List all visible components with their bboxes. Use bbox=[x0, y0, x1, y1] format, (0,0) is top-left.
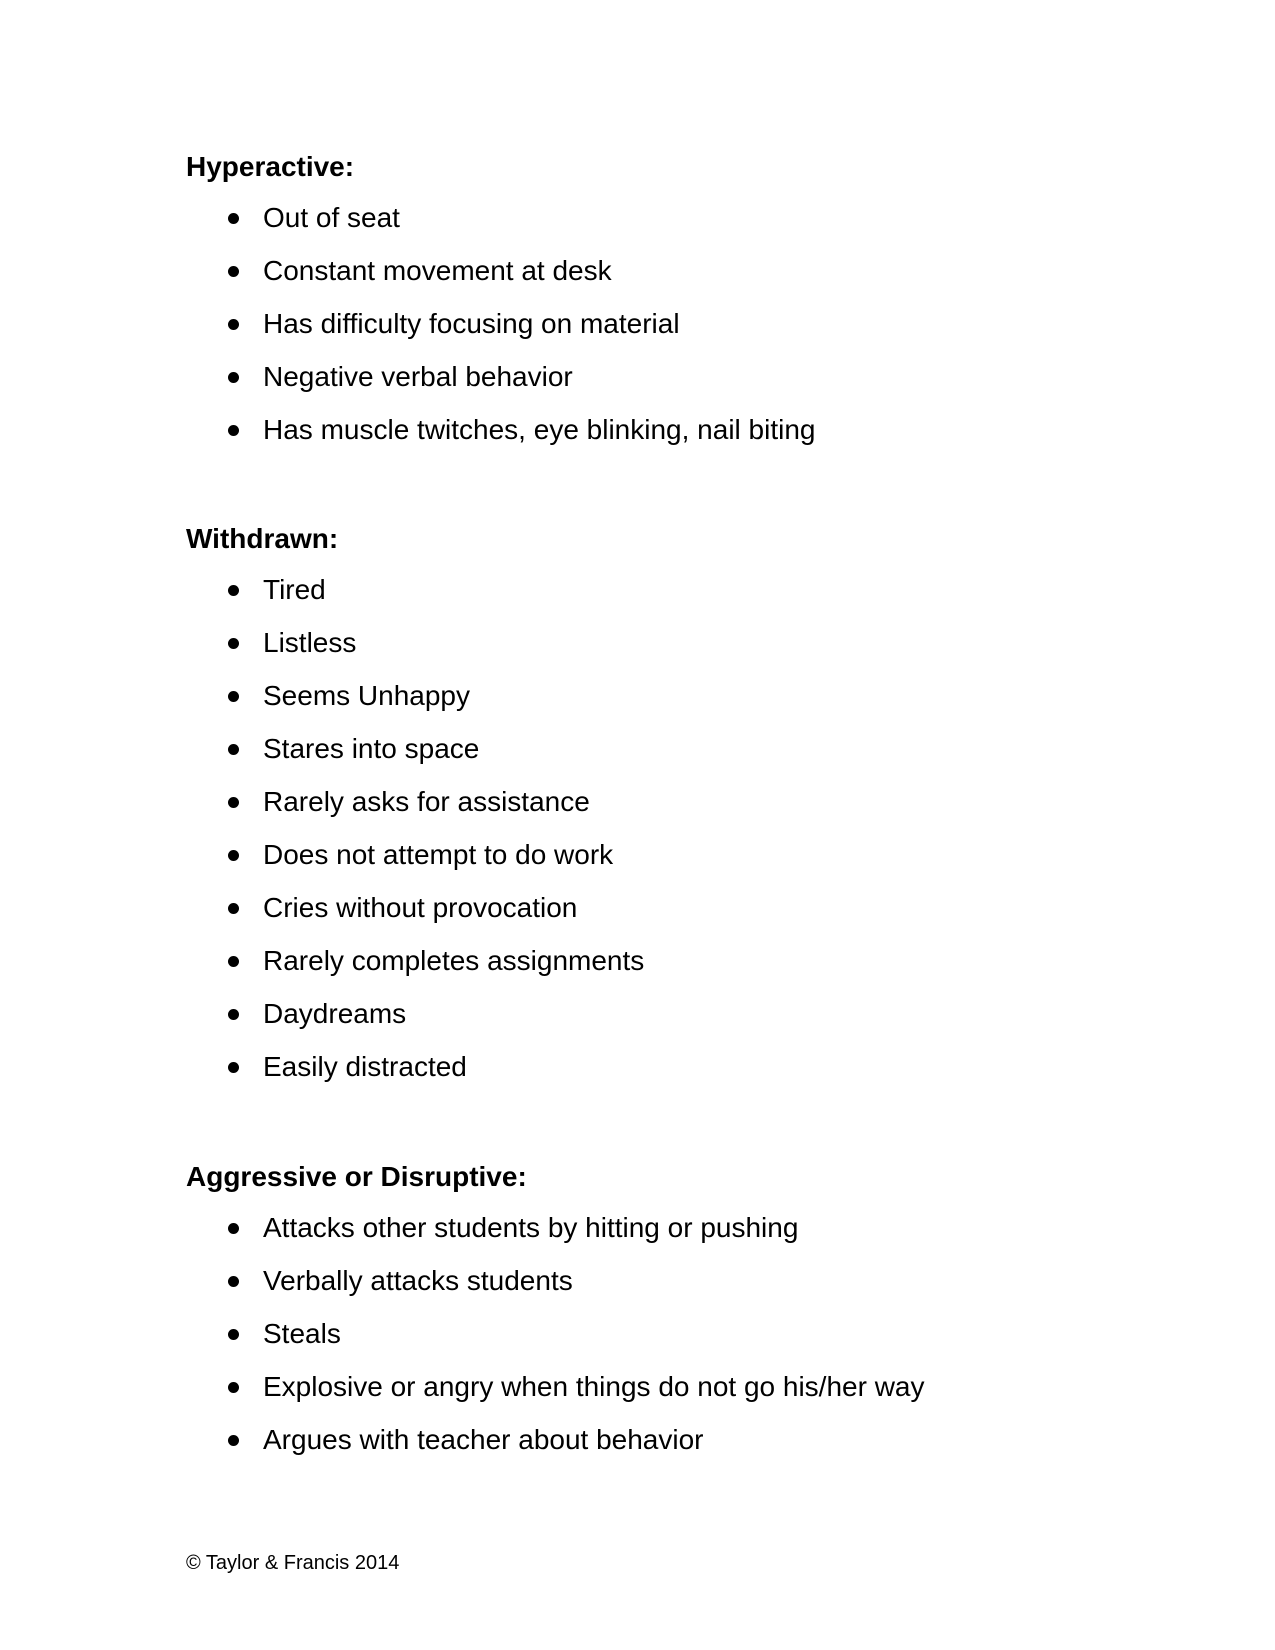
section-aggressive bbox=[186, 1160, 1086, 1466]
bullet-icon bbox=[228, 585, 239, 596]
bullet-icon bbox=[228, 1382, 239, 1393]
list-item bbox=[186, 616, 1086, 669]
list-item-text: Out of seat bbox=[263, 201, 400, 233]
list-item bbox=[186, 191, 1086, 244]
list-item bbox=[186, 563, 1086, 616]
list-item-text: Constant movement at desk bbox=[263, 254, 612, 286]
list-item-text: Attacks other students by hitting or pushing bbox=[263, 1211, 799, 1243]
list-item bbox=[186, 1201, 1086, 1254]
bullet-icon bbox=[228, 797, 239, 808]
copyright-footer: © Taylor & Francis 2014 bbox=[186, 1552, 400, 1574]
list-item bbox=[186, 881, 1086, 934]
list-item bbox=[186, 669, 1086, 722]
list-item-text: Argues with teacher about behavior bbox=[263, 1423, 704, 1455]
bullet-icon bbox=[228, 372, 239, 383]
bullet-icon bbox=[228, 956, 239, 967]
list-item-text: Has muscle twitches, eye blinking, nail biting bbox=[263, 413, 816, 445]
bullet-icon bbox=[228, 691, 239, 702]
bullet-list bbox=[186, 1201, 1086, 1466]
list-item bbox=[186, 828, 1086, 881]
list-item-text: Verbally attacks students bbox=[263, 1264, 573, 1296]
bullet-list bbox=[186, 191, 1086, 456]
list-item bbox=[186, 403, 1086, 456]
list-item bbox=[186, 297, 1086, 350]
bullet-icon bbox=[228, 213, 239, 224]
list-item bbox=[186, 1413, 1086, 1466]
list-item-text: Negative verbal behavior bbox=[263, 360, 573, 392]
bullet-icon bbox=[228, 1009, 239, 1020]
bullet-icon bbox=[228, 266, 239, 277]
list-item bbox=[186, 244, 1086, 297]
bullet-icon bbox=[228, 1329, 239, 1340]
bullet-list bbox=[186, 563, 1086, 1093]
list-item-text: Easily distracted bbox=[263, 1050, 467, 1082]
list-item bbox=[186, 1307, 1086, 1360]
bullet-icon bbox=[228, 319, 239, 330]
bullet-icon bbox=[228, 425, 239, 436]
list-item bbox=[186, 350, 1086, 403]
list-item-text: Rarely completes assignments bbox=[263, 944, 645, 976]
bullet-icon bbox=[228, 744, 239, 755]
list-item bbox=[186, 1254, 1086, 1307]
list-item bbox=[186, 1360, 1086, 1413]
bullet-icon bbox=[228, 638, 239, 649]
list-item-text: Steals bbox=[263, 1317, 341, 1349]
list-item-text: Stares into space bbox=[263, 732, 480, 764]
list-item-text: Rarely asks for assistance bbox=[263, 785, 590, 817]
bullet-icon bbox=[228, 1276, 239, 1287]
list-item-text: Daydreams bbox=[263, 997, 407, 1029]
list-item bbox=[186, 775, 1086, 828]
bullet-icon bbox=[228, 1062, 239, 1073]
list-item-text: Tired bbox=[263, 573, 326, 605]
section-withdrawn bbox=[186, 522, 1086, 1093]
list-item-text: Explosive or angry when things do not go his/her way bbox=[263, 1370, 925, 1402]
bullet-icon bbox=[228, 1435, 239, 1446]
list-item bbox=[186, 934, 1086, 987]
bullet-icon bbox=[228, 850, 239, 861]
section-heading: Withdrawn: bbox=[186, 523, 339, 554]
list-item-text: Cries without provocation bbox=[263, 891, 578, 923]
section-hyperactive bbox=[186, 150, 1086, 456]
list-item-text: Has difficulty focusing on material bbox=[263, 307, 680, 339]
section-heading: Hyperactive: bbox=[186, 151, 355, 182]
bullet-icon bbox=[228, 1223, 239, 1234]
section-heading: Aggressive or Disruptive: bbox=[186, 1161, 527, 1192]
list-item bbox=[186, 722, 1086, 775]
list-item-text: Listless bbox=[263, 626, 357, 658]
list-item bbox=[186, 1040, 1086, 1093]
list-item-text: Does not attempt to do work bbox=[263, 838, 614, 870]
bullet-icon bbox=[228, 903, 239, 914]
list-item bbox=[186, 987, 1086, 1040]
list-item-text: Seems Unhappy bbox=[263, 679, 471, 711]
